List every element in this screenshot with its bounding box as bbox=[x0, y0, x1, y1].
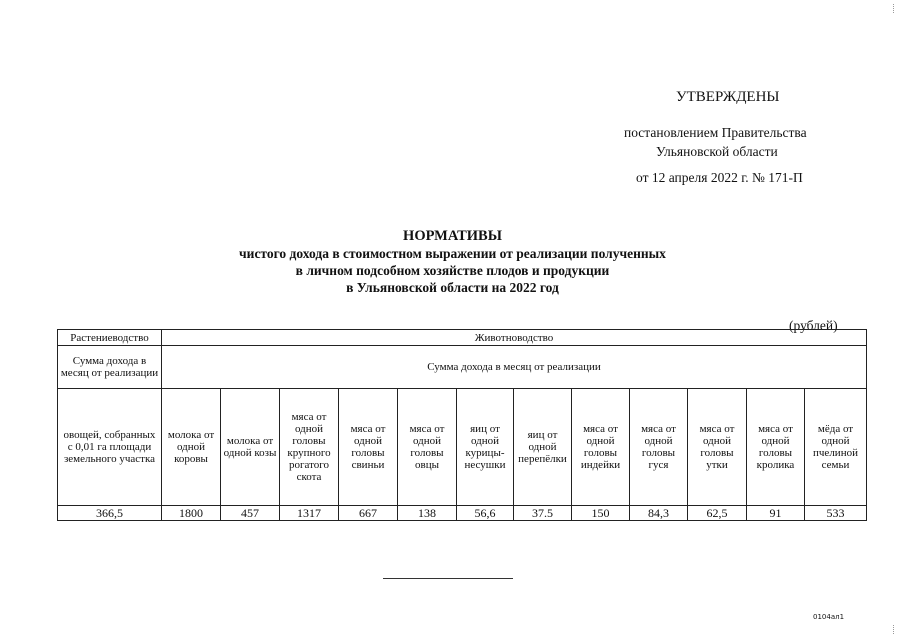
table-cell: 1800 bbox=[162, 506, 221, 521]
column-header: молока от одной козы bbox=[221, 389, 280, 506]
column-header: мяса от одной головы кролика bbox=[747, 389, 805, 506]
table-column-header-row bbox=[58, 389, 867, 506]
table-cell: 667 bbox=[339, 506, 398, 521]
table-cell: 1317 bbox=[280, 506, 339, 521]
units-label: (рублей) bbox=[789, 318, 838, 333]
footer-code: 0104ал1 bbox=[813, 613, 845, 621]
document-subtitle-line-1: чистого дохода в стоимостном выражении от реализации полученных bbox=[239, 246, 666, 261]
approval-block bbox=[0, 0, 905, 200]
document-title: НОРМАТИВЫ bbox=[403, 228, 502, 244]
table-cell: 56,6 bbox=[457, 506, 514, 521]
column-header: мёда от одной пчелиной семьи bbox=[805, 389, 867, 506]
norms-table bbox=[57, 329, 867, 521]
document-subtitle-line-3: в Ульяновской области на 2022 год bbox=[346, 280, 559, 295]
table-cell: 138 bbox=[398, 506, 457, 521]
column-header: мяса от одной головы утки bbox=[688, 389, 747, 506]
table-cell: 533 bbox=[805, 506, 867, 521]
table-values-row bbox=[58, 506, 867, 521]
approval-line-2: Ульяновской области bbox=[656, 144, 778, 159]
table-sum-row bbox=[58, 346, 867, 389]
column-header: мяса от одной головы свиньи bbox=[339, 389, 398, 506]
table-cell: 62,5 bbox=[688, 506, 747, 521]
column-header: мяса от одной головы овцы bbox=[398, 389, 457, 506]
sum-animal-header: Сумма дохода в месяц от реализации bbox=[162, 346, 867, 389]
column-header: яиц от одной курицы-несушки bbox=[457, 389, 514, 506]
table-cell: 37.5 bbox=[514, 506, 572, 521]
table-cell: 457 bbox=[221, 506, 280, 521]
column-header: овощей, собранных с 0,01 га площади земельного участка bbox=[58, 389, 162, 506]
approval-title: УТВЕРЖДЕНЫ bbox=[676, 89, 780, 105]
scan-edge-mark bbox=[893, 625, 898, 634]
footer-divider bbox=[383, 578, 513, 579]
column-header: мяса от одной головы крупного рогатого скота bbox=[280, 389, 339, 506]
column-header: яиц от одной перепёлки bbox=[514, 389, 572, 506]
column-header: мяса от одной головы гуся bbox=[630, 389, 688, 506]
document-subtitle-line-2: в личном подсобном хозяйстве плодов и продукции bbox=[295, 263, 610, 278]
section-plant-header: Растениеводство bbox=[58, 330, 162, 346]
scan-edge-mark bbox=[893, 4, 898, 13]
column-header: мяса от одной головы индейки bbox=[572, 389, 630, 506]
sum-plant-header: Сумма дохода в месяц от реализации bbox=[58, 346, 162, 389]
table-cell: 366,5 bbox=[58, 506, 162, 521]
approval-line-1: постановлением Правительства bbox=[624, 125, 807, 140]
section-animal-header: Животноводство bbox=[162, 330, 867, 346]
table-cell: 150 bbox=[572, 506, 630, 521]
table-section-row bbox=[58, 330, 867, 346]
table-cell: 91 bbox=[747, 506, 805, 521]
approval-line-3: от 12 апреля 2022 г. № 171-П bbox=[636, 170, 803, 185]
table-cell: 84,3 bbox=[630, 506, 688, 521]
column-header: молока от одной коровы bbox=[162, 389, 221, 506]
